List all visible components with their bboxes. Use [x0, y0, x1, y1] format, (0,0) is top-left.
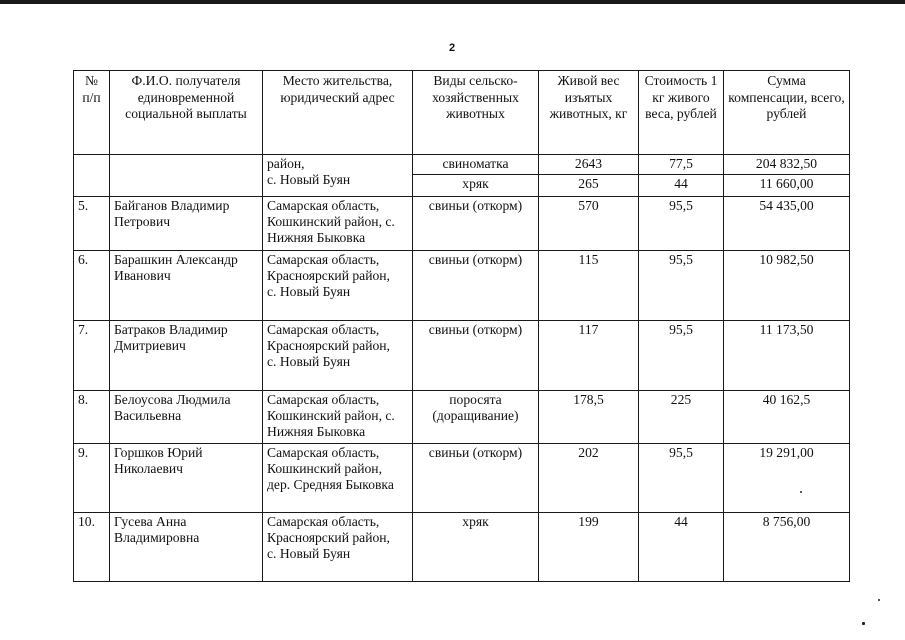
scan-speck	[800, 491, 802, 493]
cell-animal: свиноматка	[413, 155, 539, 175]
header-price: Стоимость 1 кг живого веса, рублей	[639, 71, 724, 155]
header-sum: Сумма компенсации, всего, рублей	[724, 71, 850, 155]
cell-address: Самарская область, Красноярский район, с. Новый Буян	[263, 251, 413, 321]
cell-sum: 11 660,00	[724, 175, 850, 197]
cell-animal: свиньи (откорм)	[413, 197, 539, 251]
cell-name: Батраков Владимир Дмитриевич	[110, 321, 263, 391]
cell-address: Самарская область, Кошкинский район, с. Нижняя Быковка	[263, 197, 413, 251]
scan-speck	[878, 599, 880, 601]
cell-animal: свиньи (откорм)	[413, 321, 539, 391]
cell-weight: 570	[539, 197, 639, 251]
page-number: 2	[448, 42, 456, 54]
cell-sum: 54 435,00	[724, 197, 850, 251]
cell-price: 95,5	[639, 197, 724, 251]
cell-number: 7.	[74, 321, 110, 391]
cell-price: 95,5	[639, 251, 724, 321]
table-row	[74, 444, 850, 513]
cell-weight: 115	[539, 251, 639, 321]
header-animals: Виды сельско-хозяйственных животных	[413, 71, 539, 155]
cell-weight: 265	[539, 175, 639, 197]
cell-sum: 10 982,50	[724, 251, 850, 321]
cell-name	[110, 155, 263, 197]
cell-name: Гусева Анна Владимировна	[110, 513, 263, 582]
scan-speck	[862, 622, 865, 625]
table-row	[74, 197, 850, 251]
cell-animal: хряк	[413, 175, 539, 197]
cell-name: Байганов Владимир Петрович	[110, 197, 263, 251]
table-header-row	[74, 71, 850, 155]
cell-price: 95,5	[639, 444, 724, 513]
cell-sum: 204 832,50	[724, 155, 850, 175]
cell-sum: 11 173,50	[724, 321, 850, 391]
cell-sum: 8 756,00	[724, 513, 850, 582]
cell-price: 95,5	[639, 321, 724, 391]
cell-weight: 199	[539, 513, 639, 582]
cell-weight: 117	[539, 321, 639, 391]
cell-number: 5.	[74, 197, 110, 251]
header-number: № п/п	[74, 71, 110, 155]
cell-address: район, с. Новый Буян	[263, 155, 413, 197]
cell-number: 8.	[74, 391, 110, 444]
cell-weight: 2643	[539, 155, 639, 175]
table-row	[74, 155, 850, 175]
cell-price: 44	[639, 513, 724, 582]
cell-name: Белоусова Людмила Васильевна	[110, 391, 263, 444]
cell-price: 225	[639, 391, 724, 444]
cell-animal: хряк	[413, 513, 539, 582]
cell-animal: поросята (доращивание)	[413, 391, 539, 444]
table-row	[74, 391, 850, 444]
header-weight: Живой вес изъятых животных, кг	[539, 71, 639, 155]
cell-sum: 19 291,00	[724, 444, 850, 513]
cell-weight: 178,5	[539, 391, 639, 444]
cell-name: Барашкин Александр Иванович	[110, 251, 263, 321]
scan-top-border	[0, 0, 905, 4]
cell-address: Самарская область, Красноярский район, с. Новый Буян	[263, 513, 413, 582]
cell-number: 6.	[74, 251, 110, 321]
cell-number: 10.	[74, 513, 110, 582]
table-row	[74, 321, 850, 391]
cell-animal: свиньи (откорм)	[413, 444, 539, 513]
header-name: Ф.И.О. получателя единовременной социальной выплаты	[110, 71, 263, 155]
cell-address: Самарская область, Красноярский район, с. Новый Буян	[263, 321, 413, 391]
header-address: Место жительства, юридический адрес	[263, 71, 413, 155]
cell-name: Горшков Юрий Николаевич	[110, 444, 263, 513]
cell-price: 44	[639, 175, 724, 197]
cell-number: 9.	[74, 444, 110, 513]
table-row	[74, 513, 850, 582]
cell-weight: 202	[539, 444, 639, 513]
cell-animal: свиньи (откорм)	[413, 251, 539, 321]
cell-address: Самарская область, Кошкинский район, с. Нижняя Быковка	[263, 391, 413, 444]
table-row	[74, 251, 850, 321]
compensation-table	[73, 70, 850, 582]
cell-address: Самарская область, Кошкинский район, дер. Средняя Быковка	[263, 444, 413, 513]
cell-sum: 40 162,5	[724, 391, 850, 444]
cell-price: 77,5	[639, 155, 724, 175]
cell-number	[74, 155, 110, 197]
